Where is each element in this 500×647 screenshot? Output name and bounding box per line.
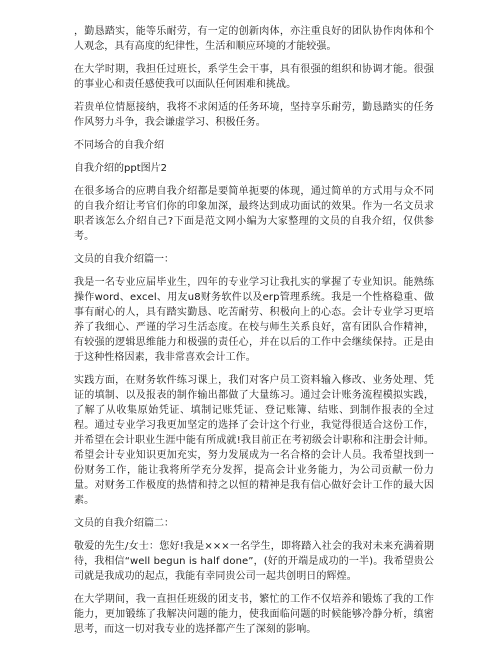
article-two-heading: 文员的自我介绍篇二： bbox=[74, 518, 174, 529]
paragraph-university-roles: 在大学时期，我担任过班长，系学生会干事，具有很强的组织和协调才能。很强的事业心和责任感使我可以面队任何困难和挑战。 bbox=[74, 64, 434, 90]
paragraph-commitment: 若贵单位情愿接纳，我将不求闲适的任务环境，坚持享乐耐劳，勤恳踏实的任务作风努力斗争，我会谦虚学习、积极任务。 bbox=[74, 102, 434, 128]
article-one-heading: 文员的自我介绍篇一： bbox=[74, 254, 174, 265]
paragraph-article-two-b: 在大学期间，我一直担任班级的团支书，繁忙的工作不仅培养和锻炼了我的工作能力，更加锻练了我解决问题的能力，使我面临问题的时候能够冷静分析，缜密思考，而这一切对我专业的选择都产生了深刻的影响。 bbox=[74, 594, 434, 635]
document-body bbox=[74, 24, 434, 645]
paragraph-intro: 在很多场合的应聘自我介绍都是要简单扼要的体现，通过简单的方式用与众不同的自我介绍让考官们你的印象加深，最终达到成功面试的效果。作为一名文员求职者该怎么介绍自己?下面是范文网小编为大家整理的文员的自我介绍，仅供参考。 bbox=[74, 186, 434, 242]
paragraph-strengths: ，勤恳踏实，能等乐耐劳，有一定的创新肉体，亦注重良好的团队协作肉体和个人观念，具有高度的纪律性，生活和顺应环境的才能较强。 bbox=[74, 26, 434, 52]
paragraph-article-one-a: 我是一名专业应届毕业生，四年的专业学习让我扎实的掌握了专业知识。能熟练操作word、excel、用友u8财务软件以及erp管理系统。我是一个性格稳重、做事有耐心的人，具有踏实勤恳、吃苦耐劳、积极向上的心态。会计专业学习更培养了我细心、严谨的学习生活态度。在校与师生关系良好，富有团队合作精神，有较强的逻辑思维能力和极强的责任心，并在以后的工作中会继续保持。正是由于这种性格因素，我非常喜欢会计工作。 bbox=[74, 277, 434, 363]
paragraph-article-two-a: 敬爱的先生/女士：您好!我是×××一名学生，即将踏入社会的我对未来充满着期待，我相信“well begun is half done”，(好的开端是成功的一半)。我希望贵公司就是我成功的起点，我能有幸同贵公司一起共创明日的辉煌。 bbox=[74, 541, 434, 582]
section-heading: 不同场合的自我介绍 bbox=[74, 140, 164, 151]
section-heading: 自我介绍的ppt图片2 bbox=[74, 163, 167, 174]
paragraph-article-one-b: 实践方面，在财务软件练习课上，我们对客户员工资料输入修改、业务处理、凭证的填制、以及报表的制作输出都做了大量练习。通过会计账务流程模拟实践，了解了从收集原始凭证、填制记账凭证、登记账簿、结账、到制作报表的全过程。通过专业学习我更加坚定的选择了会计这个行业，我觉得很适合这份工作，并希望在会计职业生涯中能有所成就!我目前正在考初级会计职称和注册会计师。希望会计专业知识更加充实，努力发展成为一名合格的会计人员。我希望找到一份财务工作，能让我将所学充分发挥，提高会计业务能力，为公司贡献一份力量。对财务工作极度的热情和持之以恒的精神是我有信心做好会计工作的最大因素。 bbox=[74, 375, 434, 506]
